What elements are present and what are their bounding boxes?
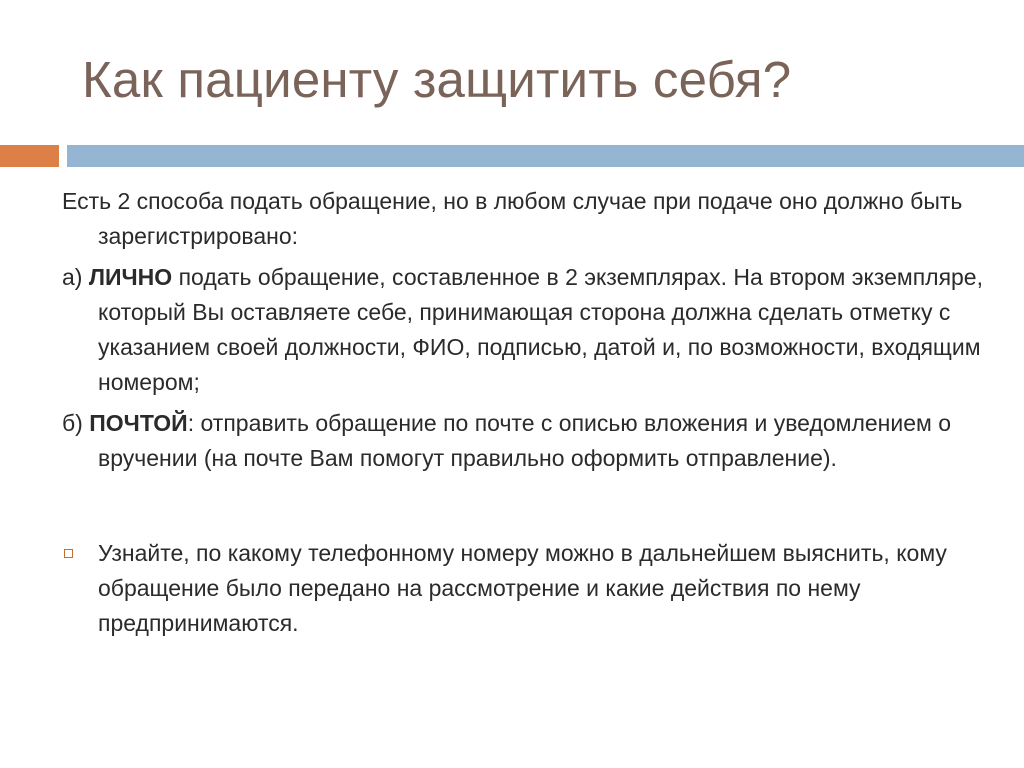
- option-a-bold: ЛИЧНО: [88, 264, 173, 290]
- slide-title: Как пациенту защитить себя?: [82, 51, 792, 108]
- option-b-text: : отправить обращение по почте с описью вложения и уведомлением о вручении (на почте Вам помогут правильно оформить отправление).: [98, 410, 952, 471]
- accent-bar-blue: [67, 145, 1024, 167]
- bullet-paragraph: [62, 536, 992, 641]
- option-b-bold: ПОЧТОЙ: [89, 410, 188, 436]
- option-b-prefix: б): [62, 410, 90, 436]
- accent-bar-orange: [0, 145, 59, 167]
- bullet-text: Узнайте, по какому телефонному номеру можно в дальнейшем выяснить, кому обращение было передано на рассмотрение и какие действия по нему предпринимаются.: [98, 540, 947, 636]
- intro-text: Есть 2 способа подать обращение, но в любом случае при подаче оно должно быть зарегистрировано:: [62, 188, 963, 249]
- option-b-paragraph: [62, 406, 992, 476]
- option-a-text: подать обращение, составленное в 2 экземплярах. На втором экземпляре, который Вы оставляете себе, принимающая сторона должна сделать отметку с указанием своей должности, ФИО, подписью, датой и, по возможности, входящим номером;: [98, 264, 983, 395]
- option-a-prefix: а): [62, 264, 89, 290]
- option-a-paragraph: [62, 260, 992, 400]
- square-bullet-icon: [64, 549, 73, 558]
- slide-body: [62, 184, 992, 641]
- intro-paragraph: [62, 184, 992, 254]
